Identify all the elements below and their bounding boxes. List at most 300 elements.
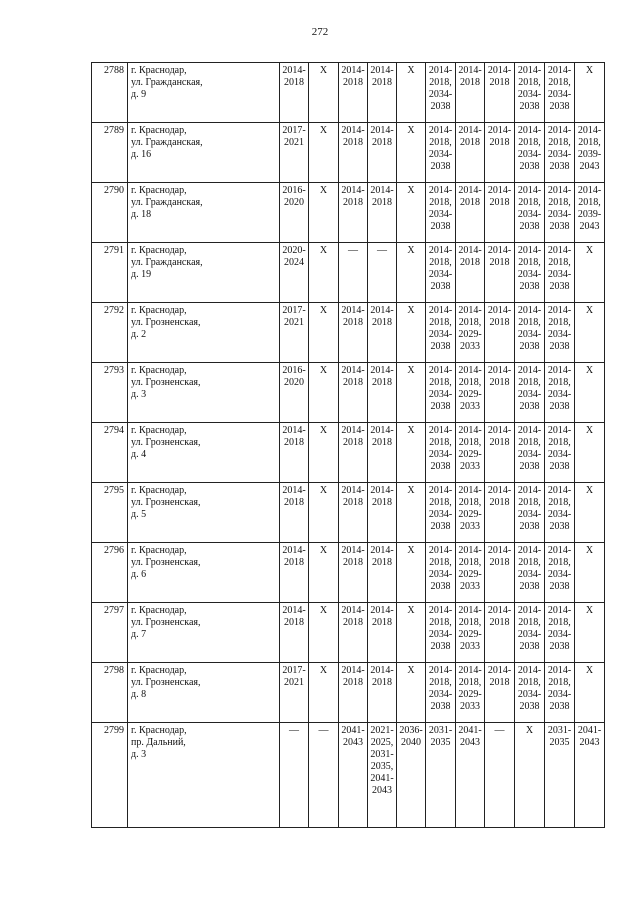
cell-text: 2038 [549,281,570,292]
period-cell [280,183,309,243]
cell-text: X [407,365,415,376]
cell-text: X [407,185,415,196]
row-number: 2791 [92,243,128,303]
address-cell [128,603,280,663]
cell-text: 2018, [518,317,541,328]
cell-text: 2017- [282,305,306,316]
address-line: г. Краснодар, [131,425,187,436]
cell-text: 2034- [428,569,453,580]
cell-text: 2018 [372,617,392,628]
cell-text: 2014- [370,665,394,676]
cell-text: 2034- [517,389,542,400]
period-cell [280,543,309,603]
period-cell [515,63,545,123]
cell-text: 2018 [460,257,480,268]
period-cell [309,663,339,723]
cell-text: X [407,245,415,256]
cell-text: 2018 [343,437,363,448]
cell-text: 2018 [372,377,392,388]
cell-text: 2014- [547,545,572,556]
period-cell [339,243,368,303]
address-line: г. Краснодар, [131,245,187,256]
cell-text: 2014- [428,245,453,256]
cell-text: 2018, [548,317,571,328]
cell-text: 2038 [549,221,570,232]
period-cell [397,483,426,543]
cell-text: 2034- [517,569,542,580]
cell-text: 2018, [429,677,452,688]
cell-text: 2018, [458,617,482,628]
cell-text: 2034- [547,689,572,700]
cell-text: 2034- [547,569,572,580]
address-line: д. 18 [131,209,152,220]
cell-text: 2038 [519,341,540,352]
row-number: 2797 [92,603,128,663]
cell-text: 2033 [460,341,480,352]
cell-text: 2014- [517,245,542,256]
cell-text: 2014- [370,305,394,316]
cell-text: X [585,425,594,436]
cell-text: 2014- [282,485,306,496]
cell-text: 2033 [460,581,480,592]
cell-text: 2034- [428,149,453,160]
cell-text: 2034- [547,209,572,220]
cell-text: 2034- [428,269,453,280]
address-line: г. Краснодар, [131,605,187,616]
period-cell [485,63,515,123]
cell-text: 2031- [547,725,572,736]
period-cell [456,63,485,123]
cell-text: 2018, [548,377,571,388]
cell-text: 2018, [518,557,541,568]
cell-text: 2020 [284,377,304,388]
period-cell [575,183,605,243]
address-line: д. 3 [131,389,147,400]
cell-text: 2018, [518,137,541,148]
row-number: 2792 [92,303,128,363]
cell-text: 2018 [489,677,510,688]
cell-text: 2018, [429,317,452,328]
period-cell [368,483,397,543]
cell-text: 2014- [487,185,512,196]
cell-text: 2014- [547,305,572,316]
cell-text: 2034- [428,329,453,340]
cell-text: 2018 [284,497,304,508]
housing-table [91,62,605,828]
cell-text: 2014- [517,425,542,436]
cell-text: 2018, [518,377,541,388]
period-cell [575,363,605,423]
cell-text: X [585,485,594,496]
cell-text: 2014- [547,485,572,496]
cell-text: 2038 [549,341,570,352]
period-cell [485,183,515,243]
cell-text: 2029- [458,509,482,520]
period-cell [426,303,456,363]
row-number: 2799 [92,723,128,828]
cell-text: — [348,245,358,256]
cell-text: X [319,605,328,616]
period-cell [545,183,575,243]
cell-text: 2018, [518,617,541,628]
cell-text: 2034- [428,509,453,520]
period-cell [368,423,397,483]
cell-text: 2033 [460,641,480,652]
cell-text: 2043 [579,221,600,232]
cell-text: 2043 [343,737,363,748]
cell-text: 2014- [370,605,394,616]
period-cell [397,183,426,243]
period-cell [485,603,515,663]
cell-text: X [407,545,415,556]
cell-text: 2014- [547,365,572,376]
cell-text: 2018, [548,197,571,208]
period-cell [426,243,456,303]
period-cell [515,183,545,243]
address-line: ул. Грозненская, [131,317,201,328]
period-cell [456,123,485,183]
cell-text: 2018, [518,677,541,688]
cell-text: 2018, [548,557,571,568]
period-cell [485,423,515,483]
cell-text: 2029- [458,629,482,640]
cell-text: 2038 [549,161,570,172]
cell-text: 2018, [429,197,452,208]
cell-text: 2014- [517,545,542,556]
address-line: д. 5 [131,509,147,520]
address-line: д. 3 [131,749,147,760]
cell-text: 2034- [547,149,572,160]
cell-text: 2018 [489,77,510,88]
address-line: ул. Грозненская, [131,677,201,688]
cell-text: 2018, [458,317,482,328]
period-cell [545,543,575,603]
cell-text: 2014- [428,545,453,556]
cell-text: 2041- [370,773,394,784]
cell-text: X [319,425,328,436]
cell-text: 2031- [428,725,453,736]
row-number: 2789 [92,123,128,183]
cell-text: 2038 [430,461,451,472]
table-row [92,63,605,123]
cell-text: X [319,305,328,316]
period-cell [339,723,368,828]
cell-text: 2018, [518,437,541,448]
cell-text: — [289,725,299,736]
cell-text: 2014- [458,605,482,616]
period-cell [426,483,456,543]
cell-text: 2014- [428,425,453,436]
address-line: г. Краснодар, [131,125,187,136]
cell-text: 2018 [343,557,363,568]
cell-text: 2018, [518,497,541,508]
period-cell [339,303,368,363]
cell-text: 2038 [430,281,451,292]
address-cell [128,123,280,183]
cell-text: 2018 [284,557,304,568]
address-line: д. 16 [131,149,152,160]
cell-text: 2033 [460,461,480,472]
cell-text: 2014- [547,125,572,136]
period-cell [368,123,397,183]
cell-text: 2034- [517,509,542,520]
cell-text: 2018 [372,317,392,328]
cell-text: 2034- [547,269,572,280]
cell-text: 2014- [428,125,453,136]
period-cell [575,723,605,828]
cell-text: 2039- [577,149,602,160]
cell-text: 2018 [343,197,363,208]
address-line: д. 8 [131,689,147,700]
cell-text: 2038 [549,641,570,652]
cell-text: 2041- [458,725,482,736]
period-cell [545,363,575,423]
cell-text: 2034- [428,209,453,220]
period-cell [515,123,545,183]
cell-text: — [318,725,329,736]
period-cell [426,603,456,663]
cell-text: 2034- [547,629,572,640]
cell-text: 2018 [489,197,510,208]
table-row [92,183,605,243]
page-number: 272 [311,26,329,38]
cell-text: 2038 [549,101,570,112]
cell-text: 2014- [458,545,482,556]
cell-text: 2014- [370,425,394,436]
table-row [92,243,605,303]
cell-text: 2014- [517,605,542,616]
period-cell [456,183,485,243]
cell-text: 2038 [430,341,451,352]
period-cell [309,423,339,483]
address-line: ул. Гражданская, [131,197,203,208]
cell-text: 2018, [458,677,482,688]
cell-text: 2018, [518,77,541,88]
cell-text: 2018, [429,497,452,508]
row-number: 2795 [92,483,128,543]
cell-text: 2014- [282,605,306,616]
cell-text: 2014- [458,245,482,256]
address-line: г. Краснодар, [131,485,187,496]
cell-text: X [319,485,328,496]
period-cell [485,483,515,543]
cell-text: 2014- [547,185,572,196]
cell-text: X [585,365,594,376]
cell-text: 2018 [343,377,363,388]
cell-text: 2021 [284,137,304,148]
cell-text: 2014- [428,305,453,316]
period-cell [397,423,426,483]
cell-text: 2014- [282,545,306,556]
period-cell [575,603,605,663]
table-row [92,423,605,483]
period-cell [368,723,397,828]
cell-text: 2038 [430,641,451,652]
cell-text: 2018, [548,437,571,448]
period-cell [339,423,368,483]
cell-text: 2025, [370,737,394,748]
period-cell [485,723,515,828]
address-line: г. Краснодар, [131,185,187,196]
period-cell [397,543,426,603]
cell-text: 2033 [460,701,480,712]
cell-text: 2018 [372,77,392,88]
period-cell [456,543,485,603]
period-cell [397,123,426,183]
cell-text: 2038 [549,401,570,412]
cell-text: 2014- [458,65,482,76]
cell-text: 2014- [547,65,572,76]
cell-text: 2041- [341,725,365,736]
cell-text: 2038 [519,641,540,652]
cell-text: 2014- [341,65,365,76]
cell-text: 2014- [428,185,453,196]
address-line: пр. Дальний, [131,737,186,748]
period-cell [545,303,575,363]
cell-text: X [585,545,594,556]
period-cell [280,243,309,303]
period-cell [426,363,456,423]
cell-text: X [407,605,415,616]
cell-text: 2035 [549,737,570,748]
cell-text: 2034- [517,89,542,100]
cell-text: 2029- [458,689,482,700]
cell-text: 2014- [370,485,394,496]
cell-text: 2016- [282,365,306,376]
period-cell [515,723,545,828]
cell-text: 2018 [489,137,510,148]
period-cell [426,183,456,243]
period-cell [339,663,368,723]
cell-text: 2018 [343,137,363,148]
address-line: г. Краснодар, [131,665,187,676]
cell-text: — [377,245,387,256]
period-cell [397,603,426,663]
period-cell [280,123,309,183]
cell-text: 2018 [489,617,510,628]
cell-text: 2018 [343,77,363,88]
cell-text: 2014- [458,365,482,376]
period-cell [456,303,485,363]
cell-text: 2035, [370,761,394,772]
cell-text: 2038 [519,461,540,472]
period-cell [515,483,545,543]
cell-text: 2018, [548,137,571,148]
cell-text: 2021 [284,317,304,328]
cell-text: 2014- [370,545,394,556]
period-cell [368,663,397,723]
cell-text: 2014- [341,485,365,496]
table-row [92,123,605,183]
cell-text: 2018, [548,677,571,688]
cell-text: 2014- [487,605,512,616]
cell-text: 2014- [487,65,512,76]
cell-text: 2018 [489,377,510,388]
cell-text: 2034- [428,629,453,640]
cell-text: 2038 [519,521,540,532]
cell-text: X [407,65,415,76]
row-number: 2798 [92,663,128,723]
period-cell [368,363,397,423]
table-row [92,483,605,543]
period-cell [485,543,515,603]
period-cell [368,243,397,303]
period-cell [575,423,605,483]
cell-text: 2014- [341,605,365,616]
cell-text: 2034- [517,269,542,280]
cell-text: X [407,485,415,496]
cell-text: 2014- [282,65,306,76]
cell-text: 2014- [517,365,542,376]
cell-text: 2034- [517,689,542,700]
cell-text: 2034- [428,689,453,700]
cell-text: 2043 [372,785,392,796]
cell-text: 2038 [519,161,540,172]
cell-text: 2014- [341,365,365,376]
address-cell [128,183,280,243]
cell-text: X [407,305,415,316]
address-line: г. Краснодар, [131,545,187,556]
period-cell [309,483,339,543]
cell-text: X [319,245,328,256]
address-line: ул. Гражданская, [131,137,203,148]
period-cell [426,543,456,603]
cell-text: 2018, [548,617,571,628]
cell-text: 2034- [547,329,572,340]
row-number: 2793 [92,363,128,423]
cell-text: 2014- [458,305,482,316]
period-cell [485,123,515,183]
period-cell [426,123,456,183]
period-cell [485,363,515,423]
period-cell [426,663,456,723]
cell-text: 2038 [549,701,570,712]
cell-text: 2018, [578,197,601,208]
period-cell [339,543,368,603]
address-cell [128,483,280,543]
cell-text: 2018, [548,497,571,508]
cell-text: 2018 [284,617,304,628]
period-cell [397,63,426,123]
table-row [92,603,605,663]
cell-text: 2014- [341,305,365,316]
period-cell [280,63,309,123]
address-cell [128,303,280,363]
cell-text: 2018 [460,77,480,88]
period-cell [545,723,575,828]
row-number: 2788 [92,63,128,123]
address-cell [128,543,280,603]
cell-text: 2038 [549,521,570,532]
row-number: 2796 [92,543,128,603]
period-cell [309,543,339,603]
period-cell [397,363,426,423]
cell-text: 2017- [282,665,306,676]
address-line: д. 6 [131,569,147,580]
cell-text: 2038 [519,281,540,292]
address-cell [128,423,280,483]
cell-text: 2018, [518,197,541,208]
cell-text: 2017- [282,125,306,136]
cell-text: 2038 [430,101,451,112]
period-cell [339,123,368,183]
period-cell [515,603,545,663]
cell-text: X [319,365,328,376]
cell-text: 2014- [517,65,542,76]
cell-text: 2014- [458,425,482,436]
period-cell [280,663,309,723]
cell-text: 2043 [579,161,600,172]
